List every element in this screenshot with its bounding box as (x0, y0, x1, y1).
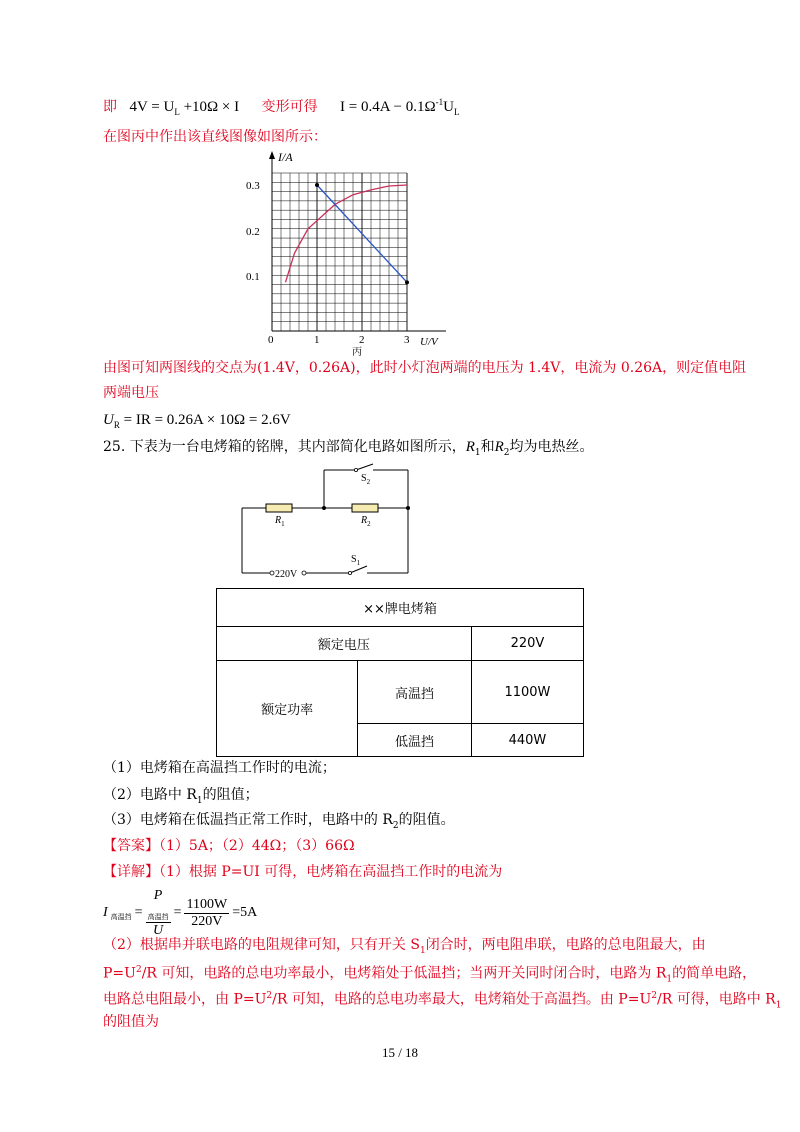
current-formula: I $_{高温挡}$ = P $_{高温挡}$ U = $\frac{1100W}{220V}$ =5A (103, 888, 258, 938)
para2-line2: $P=U^2/R$ 可知，电路的总电功率最小，电烤箱处于低温挡；当两开关同时闭合时，电路为 $R_1$的简单电路， (103, 965, 757, 985)
rated-voltage-label: 额定电压 (217, 627, 472, 661)
prefix-text: 即 (103, 99, 117, 115)
explain-tag: 【详解】 (103, 864, 159, 880)
y-tick-2: 0.1 (246, 271, 260, 283)
question-2: （2）电路中 $R_1$的阻值； (103, 787, 259, 806)
graph-caption: 丙 (352, 347, 362, 358)
terminal-left (270, 571, 274, 575)
switch-s1 (350, 566, 367, 573)
r2-label: $R_2$ (361, 515, 371, 528)
low-gear-value: 440W (471, 724, 583, 757)
line-endpoint (405, 280, 409, 284)
x-tick-3: 3 (404, 334, 410, 346)
intersection-text-cont: 两端电压 (103, 385, 159, 401)
intersection-text: 由图可知两图线的交点为(1.4V，0.26A)，此时小灯泡两端的电压为 1.4V，电流为 0.26A，则定值电阻 (103, 360, 747, 376)
table-title: ××牌电烤箱 (217, 589, 584, 627)
y-tick-1: 0.2 (246, 226, 260, 238)
low-gear-label: 低温挡 (358, 724, 472, 757)
x-axis-label: U/V (420, 336, 438, 348)
s2-label: $S_2$ (361, 473, 371, 486)
page-number: 15 / 18 (381, 1045, 419, 1060)
x-tick-0: 0 (268, 334, 274, 346)
question-1: （1）电烤箱在高温挡工作时的电流； (103, 760, 336, 776)
circuit-diagram (232, 460, 422, 585)
para2-line3: 电路总电阻最小，由 $P=U^2/R$ 可知，电路的总电功率最大，电烤箱处于高温挡。由 $P=U^2/R$ 可得，电路中 $R_1$ (103, 991, 782, 1011)
nameplate-table (216, 588, 584, 757)
middle-text: 变形可得 (261, 99, 318, 115)
x-tick-2: 2 (359, 334, 365, 346)
graph (240, 145, 460, 360)
equation-1: $4V = U_L +10\Omega \times I$ (129, 99, 240, 117)
answer-line (103, 836, 355, 856)
rated-voltage-value: 220V (471, 627, 583, 661)
voltage-label: 220V (275, 569, 298, 580)
high-gear-label: 高温挡 (358, 661, 472, 724)
equation-2: $I = 0.4A - 0.1\Omega^{-1}U_L$ (340, 97, 460, 117)
graph-intro: 在图丙中作出该直线图像如图所示： (103, 129, 327, 145)
r1-label: $R_1$ (275, 515, 285, 528)
high-gear-value: 1100W (471, 661, 583, 724)
s1-label: $S_1$ (351, 554, 361, 567)
answer-text: （1）5A；（2）44Ω；（3）66Ω (159, 838, 355, 854)
switch-s2 (356, 464, 373, 470)
y-axis-label: I/A (278, 150, 293, 164)
resistor-r1 (266, 504, 292, 512)
equation-line (103, 92, 459, 122)
terminal-right (302, 571, 306, 575)
graph-grid (272, 173, 407, 331)
line-endpoint (315, 183, 319, 187)
explain-line (103, 862, 502, 882)
question-3: （3）电烤箱在低温挡正常工作时，电路中的 $R_2$的阻值。 (103, 812, 455, 831)
para2-line4: 的阻值为 (103, 1014, 159, 1030)
resistor-r2 (352, 504, 378, 512)
explain-text: （1）根据 P=UI 可得，电烤箱在高温挡工作时的电流为 (159, 864, 503, 880)
answer-tag: 【答案】 (103, 838, 159, 854)
para2-line1: （2）根据串并联电路的电阻规律可知，只有开关 $S_1$闭合时，两电阻串联，电路的总电阻最大，由 (103, 937, 706, 956)
y-axis-arrow (269, 151, 275, 159)
rated-power-label: 额定功率 (217, 661, 358, 757)
y-tick-0: 0.3 (246, 180, 260, 192)
voltage-equation: $U_R$ = IR = 0.26A × 10Ω = 2.6V (103, 412, 291, 430)
x-tick-1: 1 (314, 334, 320, 346)
question-25: 25. 下表为一台电烤箱的铭牌，其内部简化电路如图所示，$R_1$和$R_2$均为电热丝。 (103, 439, 594, 458)
